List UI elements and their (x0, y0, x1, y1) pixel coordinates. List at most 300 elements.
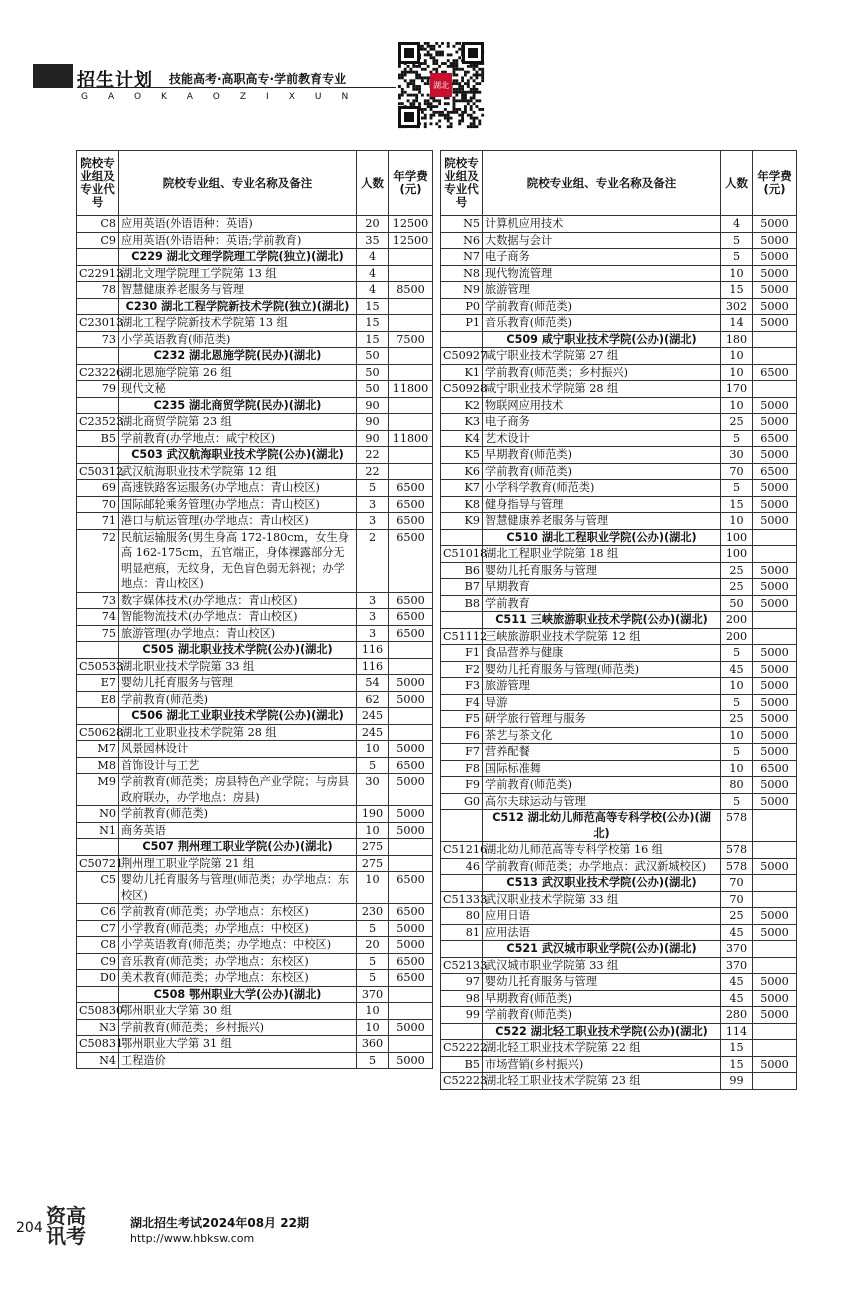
name-cell: 健身指导与管理 (483, 496, 721, 513)
count-cell: 10 (721, 678, 753, 695)
code-cell: F9 (441, 777, 483, 794)
table-row (77, 953, 433, 970)
code-cell: C50928 (441, 381, 483, 398)
count-cell: 99 (721, 1073, 753, 1090)
name-cell: 旅游管理(办学地点：青山校区) (119, 625, 357, 642)
code-cell: K1 (441, 364, 483, 381)
code-cell: M9 (77, 774, 119, 806)
table-body-right (441, 216, 797, 1090)
count-cell: 3 (357, 625, 389, 642)
name-cell: 现代物流管理 (483, 265, 721, 282)
code-cell: C52222 (441, 1040, 483, 1057)
name-cell: 学前教育(师范类) (119, 806, 357, 823)
code-cell: C52223 (441, 1073, 483, 1090)
code-cell: C6 (77, 904, 119, 921)
count-cell: 116 (357, 642, 389, 659)
fee-cell: 5000 (753, 298, 797, 315)
table-row (77, 741, 433, 758)
name-cell: 智能物流技术(办学地点：青山校区) (119, 609, 357, 626)
table-row (441, 249, 797, 266)
table-row (441, 447, 797, 464)
page-number: 204 (16, 1220, 43, 1236)
count-cell: 370 (721, 941, 753, 958)
count-cell: 280 (721, 1007, 753, 1024)
table-row (77, 1003, 433, 1020)
name-cell: 艺术设计 (483, 430, 721, 447)
count-cell: 10 (721, 727, 753, 744)
code-cell (77, 642, 119, 659)
name-cell: 高速铁路客运服务(办学地点：青山校区) (119, 480, 357, 497)
table-row (441, 678, 797, 695)
col-count-header: 人数 (721, 151, 753, 216)
fee-cell: 12500 (389, 232, 433, 249)
code-cell: C51333 (441, 891, 483, 908)
code-cell: C50628 (77, 724, 119, 741)
table-row (441, 711, 797, 728)
table-row (441, 480, 797, 497)
name-cell: 智慧健康养老服务与管理 (119, 282, 357, 299)
publication-title: 湖北招生考试2024年08月 22期 (130, 1216, 309, 1230)
count-cell: 190 (357, 806, 389, 823)
name-cell: 音乐教育(师范类；办学地点：东校区) (119, 953, 357, 970)
table-row (441, 842, 797, 859)
fee-cell (389, 986, 433, 1003)
name-cell: 应用英语(外语语种：英语) (119, 216, 357, 233)
count-cell: 70 (721, 463, 753, 480)
name-cell: 学前教育(师范类；房县特色产业学院；与房县政府联办，办学地点：房县) (119, 774, 357, 806)
table-row (77, 430, 433, 447)
table-row (441, 760, 797, 777)
table-row (441, 694, 797, 711)
table-row (441, 645, 797, 662)
code-cell: N1 (77, 822, 119, 839)
code-cell: B5 (77, 430, 119, 447)
code-cell: C23013 (77, 315, 119, 332)
code-cell: K6 (441, 463, 483, 480)
count-cell: 5 (721, 793, 753, 810)
fee-cell: 5000 (389, 741, 433, 758)
count-cell: 25 (721, 711, 753, 728)
code-cell (441, 1023, 483, 1040)
count-cell: 14 (721, 315, 753, 332)
name-cell: 电子商务 (483, 249, 721, 266)
code-cell (441, 875, 483, 892)
table-row (77, 282, 433, 299)
count-cell: 4 (357, 282, 389, 299)
fee-cell: 5000 (753, 1056, 797, 1073)
fee-cell (753, 875, 797, 892)
fee-cell: 6500 (753, 430, 797, 447)
school-group-row (441, 529, 797, 546)
name-cell: C510 湖北工程职业学院(公办)(湖北) (483, 529, 721, 546)
code-cell: C5 (77, 872, 119, 904)
col-fee-header: 年学费(元) (389, 151, 433, 216)
count-cell: 25 (721, 562, 753, 579)
name-cell: 湖北文理学院理工学院第 13 组 (119, 265, 357, 282)
code-cell: P1 (441, 315, 483, 332)
name-cell: 商务英语 (119, 822, 357, 839)
code-cell: C23226 (77, 364, 119, 381)
code-cell: M8 (77, 757, 119, 774)
code-cell: N6 (441, 232, 483, 249)
table-header-row (441, 151, 797, 216)
count-cell: 15 (721, 1056, 753, 1073)
name-cell: 美术教育(师范类；办学地点：东校区) (119, 970, 357, 987)
count-cell: 5 (721, 744, 753, 761)
count-cell: 245 (357, 708, 389, 725)
code-cell: F4 (441, 694, 483, 711)
name-cell: 鄂州职业大学第 31 组 (119, 1036, 357, 1053)
col-fee-header: 年学费(元) (753, 151, 797, 216)
website-url: http://www.hbksw.com (130, 1232, 255, 1245)
fee-cell: 5000 (389, 822, 433, 839)
fee-cell (389, 447, 433, 464)
fee-cell: 5000 (389, 1019, 433, 1036)
code-cell: F6 (441, 727, 483, 744)
count-cell: 5 (721, 232, 753, 249)
count-cell: 30 (721, 447, 753, 464)
fee-cell: 5000 (753, 1007, 797, 1024)
count-cell: 4 (721, 216, 753, 233)
fee-cell: 5000 (753, 579, 797, 596)
code-cell (441, 529, 483, 546)
name-cell: 学前教育(师范类) (483, 298, 721, 315)
name-cell: 湖北工程学院新技术学院第 13 组 (119, 315, 357, 332)
count-cell: 10 (721, 265, 753, 282)
count-cell: 100 (721, 529, 753, 546)
table-row (441, 1040, 797, 1057)
code-cell: F8 (441, 760, 483, 777)
fee-cell (389, 839, 433, 856)
school-group-row (77, 839, 433, 856)
table-row (77, 691, 433, 708)
table-row (441, 496, 797, 513)
fee-cell: 5000 (753, 397, 797, 414)
fee-cell (389, 315, 433, 332)
count-cell: 370 (357, 986, 389, 1003)
fee-cell: 5000 (753, 744, 797, 761)
name-cell: 学前教育(师范类) (483, 463, 721, 480)
name-cell: C513 武汉职业技术学院(公办)(湖北) (483, 875, 721, 892)
code-cell: C50831 (77, 1036, 119, 1053)
count-cell: 54 (357, 675, 389, 692)
table-row (77, 609, 433, 626)
fee-cell: 6500 (389, 496, 433, 513)
count-cell: 10 (721, 348, 753, 365)
name-cell: 首饰设计与工艺 (119, 757, 357, 774)
count-cell: 114 (721, 1023, 753, 1040)
code-cell (77, 839, 119, 856)
code-cell: 72 (77, 529, 119, 592)
code-cell: 73 (77, 592, 119, 609)
name-cell: C232 湖北恩施学院(民办)(湖北) (119, 348, 357, 365)
count-cell: 302 (721, 298, 753, 315)
fee-cell (389, 1003, 433, 1020)
table-row (441, 513, 797, 530)
fee-cell: 6500 (389, 953, 433, 970)
count-cell: 5 (721, 480, 753, 497)
code-cell: C50312 (77, 463, 119, 480)
count-cell: 10 (721, 397, 753, 414)
count-cell: 15 (721, 1040, 753, 1057)
code-cell: B6 (441, 562, 483, 579)
fee-cell (753, 348, 797, 365)
name-cell: 湖北幼儿师范高等专科学校第 16 组 (483, 842, 721, 859)
fee-cell (389, 249, 433, 266)
table-row (77, 658, 433, 675)
code-cell: C9 (77, 232, 119, 249)
table-row (441, 744, 797, 761)
count-cell: 10 (721, 760, 753, 777)
fee-cell: 5000 (753, 661, 797, 678)
fee-cell: 5000 (753, 858, 797, 875)
fee-cell: 5000 (753, 562, 797, 579)
fee-cell: 5000 (753, 447, 797, 464)
name-cell: C229 湖北文理学院理工学院(独立)(湖北) (119, 249, 357, 266)
fee-cell: 8500 (389, 282, 433, 299)
table-row (77, 774, 433, 806)
code-cell: G0 (441, 793, 483, 810)
fee-cell: 5000 (753, 678, 797, 695)
code-cell: K4 (441, 430, 483, 447)
school-group-row (77, 249, 433, 266)
table-row (441, 282, 797, 299)
count-cell: 45 (721, 661, 753, 678)
table-row (77, 529, 433, 592)
table-row (77, 757, 433, 774)
count-cell: 3 (357, 496, 389, 513)
count-cell: 15 (357, 298, 389, 315)
name-cell: 民航运输服务(男生身高 172-180cm，女生身高 162-175cm，五官端正，身体裸露部分无明显疤痕，无纹身，无色盲色弱无斜视；办学地点：青山校区) (119, 529, 357, 592)
fee-cell (389, 397, 433, 414)
code-cell (441, 941, 483, 958)
count-cell: 116 (357, 658, 389, 675)
name-cell: 研学旅行管理与服务 (483, 711, 721, 728)
fee-cell (753, 891, 797, 908)
fee-cell (753, 1023, 797, 1040)
table-row (441, 381, 797, 398)
count-cell: 275 (357, 855, 389, 872)
table-row (441, 265, 797, 282)
count-cell: 10 (721, 364, 753, 381)
count-cell: 90 (357, 414, 389, 431)
table-row (77, 592, 433, 609)
table-row (77, 364, 433, 381)
table-row (441, 430, 797, 447)
fee-cell: 6500 (389, 609, 433, 626)
name-cell: 湖北职业技术学院第 33 组 (119, 658, 357, 675)
count-cell: 15 (721, 496, 753, 513)
count-cell: 170 (721, 381, 753, 398)
school-group-row (77, 708, 433, 725)
code-cell (77, 348, 119, 365)
table-row (77, 806, 433, 823)
code-cell: C51112 (441, 628, 483, 645)
count-cell: 70 (721, 875, 753, 892)
code-cell: 78 (77, 282, 119, 299)
table-row (77, 414, 433, 431)
name-cell: 早期教育(师范类) (483, 990, 721, 1007)
count-cell: 50 (357, 364, 389, 381)
count-cell: 5 (357, 953, 389, 970)
fee-cell: 6500 (753, 463, 797, 480)
code-cell: N0 (77, 806, 119, 823)
count-cell: 62 (357, 691, 389, 708)
table-row (77, 496, 433, 513)
table-row (441, 546, 797, 563)
name-cell: 早期教育 (483, 579, 721, 596)
name-cell: 大数据与会计 (483, 232, 721, 249)
code-cell: 46 (441, 858, 483, 875)
name-cell: 学前教育(师范类；乡村振兴) (483, 364, 721, 381)
name-cell: 荆州理工职业学院第 21 组 (119, 855, 357, 872)
table-row (77, 1036, 433, 1053)
count-cell: 200 (721, 628, 753, 645)
name-cell: 智慧健康养老服务与管理 (483, 513, 721, 530)
name-cell: C508 鄂州职业大学(公办)(湖北) (119, 986, 357, 1003)
count-cell: 20 (357, 937, 389, 954)
code-cell: K2 (441, 397, 483, 414)
table-row (441, 315, 797, 332)
col-name-header: 院校专业组、专业名称及备注 (119, 151, 357, 216)
table-row (441, 777, 797, 794)
header-block (33, 64, 73, 88)
table-row (441, 579, 797, 596)
name-cell: 计算机应用技术 (483, 216, 721, 233)
school-group-row (77, 397, 433, 414)
name-cell: 小学英语教育(师范类；办学地点：中校区) (119, 937, 357, 954)
code-cell: F2 (441, 661, 483, 678)
fee-cell (753, 941, 797, 958)
fee-cell: 5000 (753, 232, 797, 249)
code-cell: B7 (441, 579, 483, 596)
table-row (77, 1019, 433, 1036)
fee-cell: 6500 (389, 513, 433, 530)
table-row (441, 463, 797, 480)
name-cell: 鄂州职业大学第 30 组 (119, 1003, 357, 1020)
fee-cell: 7500 (389, 331, 433, 348)
table-row (441, 661, 797, 678)
name-cell: 婴幼儿托育服务与管理 (119, 675, 357, 692)
count-cell: 3 (357, 609, 389, 626)
fee-cell: 11800 (389, 381, 433, 398)
count-cell: 578 (721, 858, 753, 875)
count-cell: 50 (357, 348, 389, 365)
code-cell (77, 447, 119, 464)
table-body-left (77, 216, 433, 1069)
fee-cell: 5000 (753, 315, 797, 332)
name-cell: 港口与航运管理(办学地点：青山校区) (119, 513, 357, 530)
fee-cell: 6500 (389, 872, 433, 904)
fee-cell (753, 546, 797, 563)
code-cell: 74 (77, 609, 119, 626)
school-group-row (441, 331, 797, 348)
code-cell: C9 (77, 953, 119, 970)
fee-cell: 6500 (389, 625, 433, 642)
table-row (77, 232, 433, 249)
table-row (441, 595, 797, 612)
fee-cell (389, 855, 433, 872)
count-cell: 3 (357, 513, 389, 530)
fee-cell: 5000 (753, 694, 797, 711)
fee-cell: 5000 (753, 727, 797, 744)
code-cell (441, 612, 483, 629)
name-cell: C521 武汉城市职业学院(公办)(湖北) (483, 941, 721, 958)
name-cell: 婴幼儿托育服务与管理(师范类；办学地点：东校区) (119, 872, 357, 904)
name-cell: 应用日语 (483, 908, 721, 925)
school-group-row (441, 612, 797, 629)
name-cell: 婴幼儿托育服务与管理 (483, 562, 721, 579)
fee-cell (753, 612, 797, 629)
count-cell: 10 (357, 741, 389, 758)
school-group-row (441, 941, 797, 958)
count-cell: 3 (357, 592, 389, 609)
name-cell: 咸宁职业技术学院第 28 组 (483, 381, 721, 398)
fee-cell: 5000 (389, 691, 433, 708)
fee-cell: 5000 (753, 908, 797, 925)
fee-cell: 6500 (753, 364, 797, 381)
fee-cell (389, 298, 433, 315)
count-cell: 10 (357, 822, 389, 839)
code-cell: B5 (441, 1056, 483, 1073)
table-row (77, 480, 433, 497)
count-cell: 180 (721, 331, 753, 348)
code-cell (77, 986, 119, 1003)
count-cell: 4 (357, 265, 389, 282)
name-cell: 国际标准舞 (483, 760, 721, 777)
header-title: 招生计划 (77, 70, 153, 91)
count-cell: 10 (357, 1019, 389, 1036)
fee-cell (753, 810, 797, 842)
count-cell: 22 (357, 447, 389, 464)
code-cell: C50927 (441, 348, 483, 365)
fee-cell (389, 724, 433, 741)
table-row (77, 724, 433, 741)
fee-cell: 5000 (753, 496, 797, 513)
code-cell (77, 397, 119, 414)
count-cell: 15 (357, 315, 389, 332)
code-cell (77, 298, 119, 315)
name-cell: 食品营养与健康 (483, 645, 721, 662)
count-cell: 100 (721, 546, 753, 563)
name-cell: 早期教育(师范类) (483, 447, 721, 464)
name-cell: C512 湖北幼儿师范高等专科学校(公办)(湖北) (483, 810, 721, 842)
table-row (77, 1052, 433, 1069)
count-cell: 5 (721, 430, 753, 447)
code-cell (441, 331, 483, 348)
table-row (77, 920, 433, 937)
name-cell: 电子商务 (483, 414, 721, 431)
count-cell: 45 (721, 924, 753, 941)
code-cell: F7 (441, 744, 483, 761)
fee-cell: 6500 (389, 529, 433, 592)
table-row (77, 872, 433, 904)
fee-cell: 5000 (753, 282, 797, 299)
code-cell: N3 (77, 1019, 119, 1036)
table-row (441, 397, 797, 414)
count-cell: 230 (357, 904, 389, 921)
fee-cell (753, 842, 797, 859)
count-cell: 578 (721, 810, 753, 842)
code-cell: N9 (441, 282, 483, 299)
code-cell: 71 (77, 513, 119, 530)
fee-cell: 5000 (753, 711, 797, 728)
table-row (441, 1073, 797, 1090)
table-row (77, 625, 433, 642)
count-cell: 200 (721, 612, 753, 629)
code-cell: P0 (441, 298, 483, 315)
table-row (441, 414, 797, 431)
